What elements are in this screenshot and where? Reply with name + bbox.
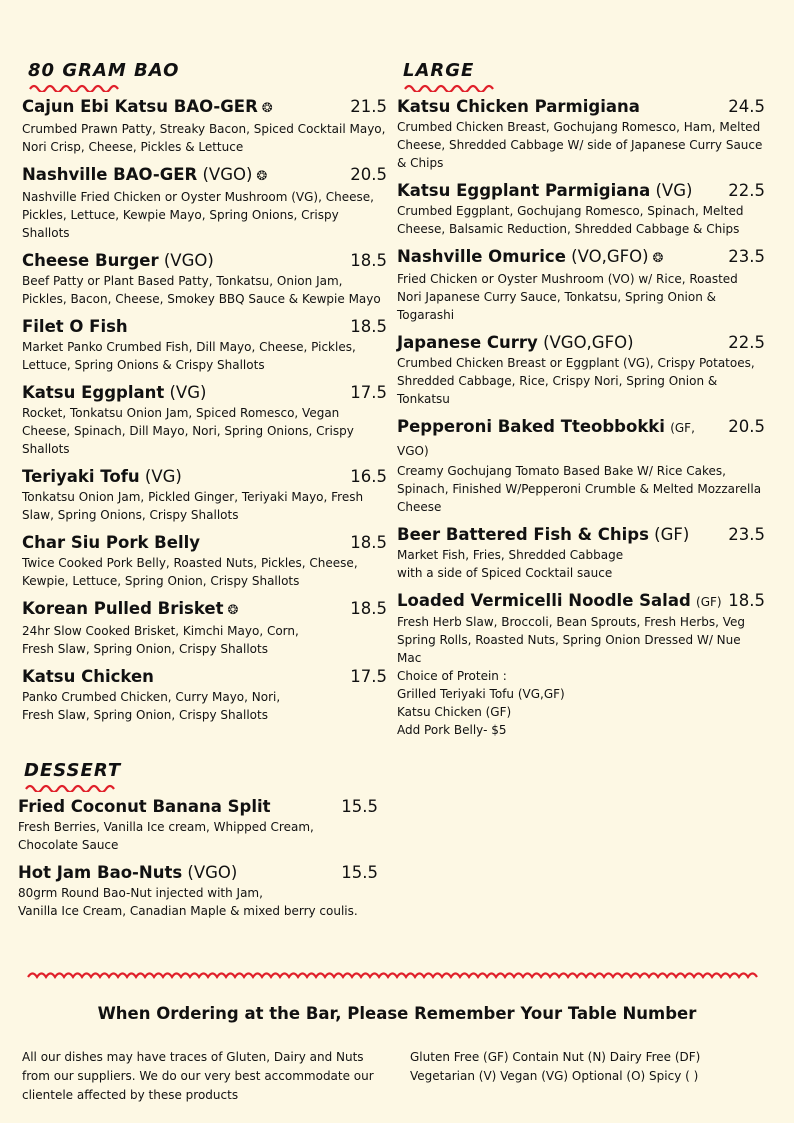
dietary-tag: (VO,GFO) — [571, 247, 649, 266]
menu-item — [22, 666, 387, 724]
menu-item-name: Teriyaki Tofu — [22, 467, 140, 486]
bao-items — [22, 96, 387, 724]
menu-item — [397, 524, 765, 582]
menu-item-title — [18, 862, 237, 884]
menu-item-header — [22, 250, 387, 272]
menu-item — [397, 96, 765, 172]
menu-item-description: Market Panko Crumbed Fish, Dill Mayo, Cheese, Pickles, Lettuce, Spring Onions & Crispy Shallots — [22, 340, 356, 372]
chili-icon: ❂ — [256, 169, 268, 184]
menu-item — [22, 532, 387, 590]
menu-item — [18, 796, 378, 854]
menu-item-description: Panko Crumbed Chicken, Curry Mayo, Nori, Fresh Slaw, Spring Onion, Crispy Shallots — [22, 690, 281, 722]
menu-item-header — [397, 332, 765, 354]
menu-item-name: Katsu Chicken — [22, 667, 154, 686]
menu-item — [397, 246, 765, 324]
menu-item-price: 16.5 — [350, 467, 387, 486]
menu-item-name: Fried Coconut Banana Split — [18, 797, 271, 816]
menu-item-header — [22, 164, 387, 188]
dessert-column — [18, 760, 378, 928]
menu-item-title — [397, 416, 722, 462]
chili-icon: ❂ — [652, 251, 664, 266]
menu-item-title — [397, 180, 692, 202]
table-number-notice: When Ordering at the Bar, Please Remember Your Table Number — [97, 1004, 697, 1023]
menu-item-description: 24hr Slow Cooked Brisket, Kimchi Mayo, Corn, Fresh Slaw, Spring Onion, Crispy Shallots — [22, 624, 299, 656]
allergen-disclaimer: All our dishes may have traces of Gluten, Dairy and Nuts from our suppliers. We do our very best accommodate our clientele affected by these products — [22, 1050, 374, 1102]
large-column — [397, 60, 765, 747]
menu-item-name: Katsu Chicken Parmigiana — [397, 97, 640, 116]
menu-item-price: 18.5 — [350, 599, 387, 618]
menu-item-title — [22, 164, 267, 188]
menu-item-header — [22, 598, 387, 622]
menu-item-price: 20.5 — [350, 165, 387, 184]
squiggle-underline-icon — [24, 782, 119, 792]
menu-item-description: Crumbed Chicken Breast, Gochujang Romesco, Ham, Melted Cheese, Shredded Cabbage W/ side of Japanese Curry Sauce & Chips — [397, 120, 763, 170]
menu-item-description: Fresh Berries, Vanilla Ice cream, Whipped Cream, Chocolate Sauce — [18, 820, 314, 852]
dietary-tag: (GF) — [696, 595, 722, 609]
menu-item-title — [22, 96, 273, 120]
large-items — [397, 96, 765, 739]
menu-item-header — [22, 466, 387, 488]
divider-squiggle-icon — [26, 968, 761, 982]
menu-item-title — [22, 466, 182, 488]
menu-item-price: 17.5 — [350, 383, 387, 402]
menu-item-price: 23.5 — [728, 525, 765, 544]
menu-item-price: 18.5 — [728, 591, 765, 610]
menu-item-title — [397, 590, 722, 613]
menu-item-title — [22, 250, 214, 272]
menu-item-description: Nashville Fried Chicken or Oyster Mushroom (VG), Cheese, Pickles, Lettuce, Kewpie Mayo, Spring Onions, Crispy Shallots — [22, 190, 374, 240]
menu-item-title — [22, 532, 200, 554]
menu-item-header — [397, 590, 765, 613]
menu-item-name: Nashville Omurice — [397, 247, 566, 266]
menu-item-title — [22, 316, 128, 338]
dietary-tag: (VGO) — [187, 863, 238, 882]
menu-item-header — [397, 180, 765, 202]
chili-icon: ❂ — [227, 603, 239, 618]
menu-item — [22, 164, 387, 242]
menu-item-price: 18.5 — [350, 533, 387, 552]
menu-item-header — [22, 532, 387, 554]
menu-item-title — [22, 598, 238, 622]
menu-item-name: Beer Battered Fish & Chips — [397, 525, 649, 544]
menu-item-description: Creamy Gochujang Tomato Based Bake W/ Rice Cakes, Spinach, Finished W/Pepperoni Crumble & Melted Mozzarella Cheese — [397, 464, 762, 514]
menu-item-title — [397, 332, 634, 354]
menu-item-title — [397, 246, 663, 270]
menu-item-header — [22, 382, 387, 404]
menu-item — [18, 862, 378, 920]
menu-item-name: Katsu Eggplant — [22, 383, 165, 402]
menu-item-price: 20.5 — [728, 417, 765, 436]
menu-item — [22, 598, 387, 658]
squiggle-underline-icon — [28, 82, 123, 92]
section-title-dessert: DESSERT — [24, 760, 122, 781]
dietary-tag: (VG) — [169, 383, 207, 402]
dietary-tag: (VGO,GFO) — [543, 333, 634, 352]
dietary-legend: Gluten Free (GF) Contain Nut (N) Dairy Free (DF) Vegetarian (V) Vegan (VG) Optional (O) Spicy ( ) — [410, 1050, 701, 1083]
menu-item-title — [22, 382, 206, 404]
menu-item-name: Filet O Fish — [22, 317, 128, 336]
menu-item-description: Fresh Herb Slaw, Broccoli, Bean Sprouts, Fresh Herbs, Veg Spring Rolls, Roasted Nuts, Spring Onion Dressed W/ Nue Mac — [397, 615, 746, 665]
menu-item — [397, 180, 765, 238]
menu-item-description: Fried Chicken or Oyster Mushroom (VO) w/ Rice, Roasted Nori Japanese Curry Sauce, Tonkatsu, Spring Onion & Togarashi — [397, 272, 738, 322]
bao-column — [22, 60, 387, 732]
menu-item-description: Rocket, Tonkatsu Onion Jam, Spiced Romesco, Vegan Cheese, Spinach, Dill Mayo, Nori, Spring Onions, Crispy Shallots — [22, 406, 354, 456]
menu-item-price: 18.5 — [350, 317, 387, 336]
dietary-tag: (GF) — [654, 525, 690, 544]
menu-item-price: 21.5 — [350, 97, 387, 116]
menu-item-description: Crumbed Chicken Breast or Eggplant (VG), Crispy Potatoes, Shredded Cabbage, Rice, Crispy Nori, Spring Onion & Tonkatsu — [397, 356, 755, 406]
menu-item-name: Char Siu Pork Belly — [22, 533, 201, 552]
menu-item-name: Pepperoni Baked Tteobbokki — [397, 417, 665, 436]
dietary-tag: (VG) — [655, 181, 693, 200]
dietary-tag: (VGO) — [163, 251, 214, 270]
menu-item-name: Cajun Ebi Katsu BAO-GER — [22, 97, 258, 116]
menu-item-description: Twice Cooked Pork Belly, Roasted Nuts, Pickles, Cheese, Kewpie, Lettuce, Spring Onion, Crispy Shallots — [22, 556, 358, 588]
menu-item-name: Katsu Eggplant Parmigiana — [397, 181, 651, 200]
menu-item-description: Market Fish, Fries, Shredded Cabbage with a side of Spiced Cocktail sauce — [397, 548, 624, 580]
menu-item-header — [397, 246, 765, 270]
menu-item-name: Hot Jam Bao-Nuts — [18, 863, 183, 882]
menu-item-description: 80grm Round Bao-Nut injected with Jam, Vanilla Ice Cream, Canadian Maple & mixed berry coulis. — [18, 886, 358, 918]
menu-item-header — [397, 416, 765, 462]
menu-item — [22, 382, 387, 458]
dietary-tag: (VGO) — [202, 165, 253, 184]
menu-item-header — [397, 96, 765, 118]
menu-item-price: 15.5 — [341, 863, 378, 882]
menu-item-title — [18, 796, 271, 818]
menu-item-name: Loaded Vermicelli Noodle Salad — [397, 591, 691, 610]
menu-item-price: 22.5 — [728, 333, 765, 352]
menu-item-description: Tonkatsu Onion Jam, Pickled Ginger, Teriyaki Mayo, Fresh Slaw, Spring Onions, Crispy Shallots — [22, 490, 364, 522]
dietary-tag: (GF, VGO) — [397, 421, 695, 458]
menu-item-header — [18, 862, 378, 884]
menu-item-title — [397, 96, 640, 118]
menu-item-description: Beef Patty or Plant Based Patty, Tonkatsu, Onion Jam, Pickles, Bacon, Cheese, Smokey BBQ Sauce & Kewpie Mayo — [22, 274, 381, 306]
menu-item-name: Korean Pulled Brisket — [22, 599, 224, 618]
menu-item — [22, 250, 387, 308]
menu-item-header — [22, 316, 387, 338]
menu-item-name: Nashville BAO-GER — [22, 165, 198, 184]
menu-item-name: Japanese Curry — [397, 333, 538, 352]
menu-item-price: 24.5 — [728, 97, 765, 116]
menu-item-price: 23.5 — [728, 247, 765, 266]
menu-item — [22, 316, 387, 374]
menu-item-header — [22, 96, 387, 120]
menu-item-description: Crumbed Eggplant, Gochujang Romesco, Spinach, Melted Cheese, Balsamic Reduction, Shredded Cabbage & Chips — [397, 204, 744, 236]
menu-item-price: 22.5 — [728, 181, 765, 200]
menu-item — [397, 590, 765, 739]
menu-item-header — [22, 666, 387, 688]
menu-item-title — [397, 524, 689, 546]
menu-item-header — [397, 524, 765, 546]
menu-item-price: 17.5 — [350, 667, 387, 686]
protein-options: Choice of Protein : Grilled Teriyaki Tofu (VG,GF) Katsu Chicken (GF) Add Pork Belly- $5 — [397, 669, 565, 737]
dietary-tag: (VG) — [144, 467, 182, 486]
menu-item-name: Cheese Burger — [22, 251, 159, 270]
menu-item-price: 18.5 — [350, 251, 387, 270]
menu-item-title — [22, 666, 154, 688]
menu-item-price: 15.5 — [341, 797, 378, 816]
menu-item-description: Crumbed Prawn Patty, Streaky Bacon, Spiced Cocktail Mayo, Nori Crisp, Cheese, Pickles & Lettuce — [22, 122, 386, 154]
menu-item — [22, 96, 387, 156]
section-title-bao: 80 GRAM BAO — [28, 60, 180, 81]
dessert-items — [18, 796, 378, 920]
menu-item — [397, 416, 765, 516]
chili-icon: ❂ — [261, 101, 273, 116]
menu-item-header — [18, 796, 378, 818]
squiggle-underline-icon — [403, 82, 498, 92]
menu-item — [22, 466, 387, 524]
menu-item — [397, 332, 765, 408]
section-title-large: LARGE — [403, 60, 475, 81]
